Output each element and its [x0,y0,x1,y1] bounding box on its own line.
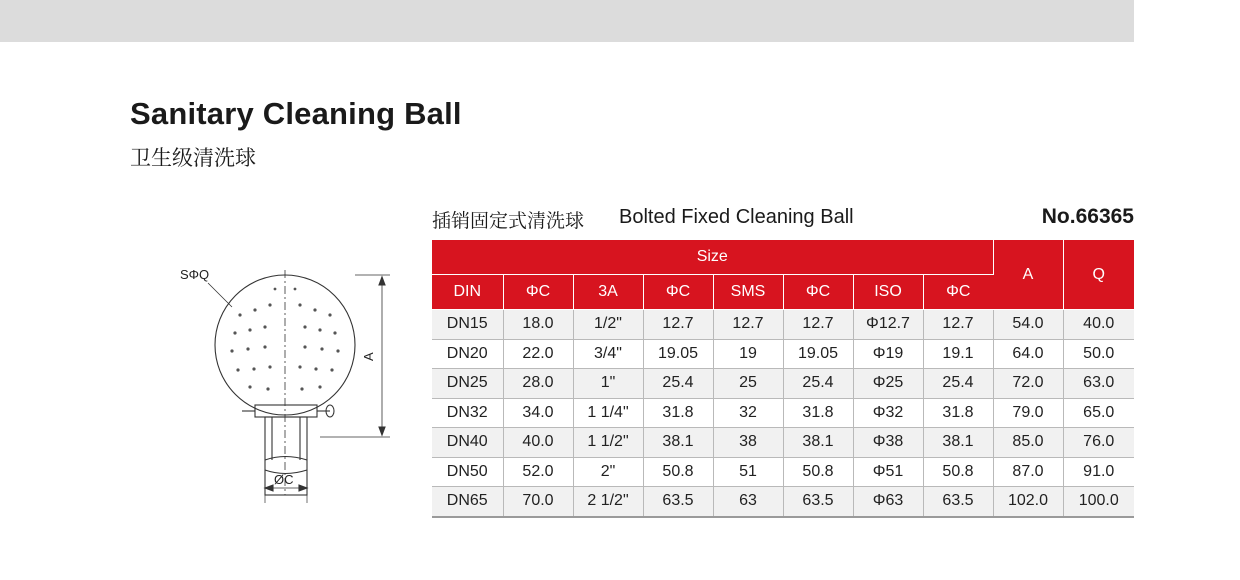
table-cell: 38.1 [783,428,853,458]
table-cell: 79.0 [993,398,1063,428]
sub-header-sms: SMS [713,275,783,310]
table-cell: 63.5 [923,487,993,517]
table-cell: 18.0 [503,310,573,340]
table-cell: 25.4 [643,369,713,399]
table-cell: 85.0 [993,428,1063,458]
table-cell: 25.4 [783,369,853,399]
table-cell: 12.7 [923,310,993,340]
spec-table [432,240,1134,518]
page-title: Sanitary Cleaning Ball [130,96,462,131]
table-cell: 54.0 [993,310,1063,340]
table-cell: 12.7 [643,310,713,340]
table-cell: 70.0 [503,487,573,517]
table-cell: 76.0 [1063,428,1134,458]
table-cell: 50.8 [783,457,853,487]
table-cell: 91.0 [1063,457,1134,487]
table-row [432,487,1134,517]
product-number: No.66365 [1041,205,1134,228]
table-cell: 31.8 [643,398,713,428]
col-a-header: A [993,240,1063,310]
sub-header-din: DIN [432,275,503,310]
table-cell: Φ25 [853,369,923,399]
table-cell: 1" [573,369,643,399]
table-cell: DN50 [432,457,503,487]
table-cell: 34.0 [503,398,573,428]
table-cell: 1 1/4" [573,398,643,428]
col-q-header: Q [1063,240,1134,310]
sub-header-din-c: ΦC [503,275,573,310]
table-cell: 40.0 [503,428,573,458]
sub-header-3a-c: ΦC [643,275,713,310]
table-row [432,310,1134,340]
table-cell: 38.1 [923,428,993,458]
table-cell: 31.8 [783,398,853,428]
table-cell: DN40 [432,428,503,458]
table-cell: 19.05 [783,339,853,369]
table-row [432,457,1134,487]
table-cell: 87.0 [993,457,1063,487]
table-cell: 63 [713,487,783,517]
table-row [432,339,1134,369]
table-cell: 102.0 [993,487,1063,517]
sub-header-iso-c: ΦC [923,275,993,310]
table-cell: 63.5 [783,487,853,517]
table-cell: 50.0 [1063,339,1134,369]
table-cell: 63.5 [643,487,713,517]
cleaning-ball-drawing [170,255,410,505]
table-cell: 32 [713,398,783,428]
table-cell: 1/2" [573,310,643,340]
table-row [432,369,1134,399]
sub-header-iso: ISO [853,275,923,310]
table-cell: 2 1/2" [573,487,643,517]
label-pipe-diameter: ØC [274,472,294,487]
table-cell: DN65 [432,487,503,517]
table-cell: Φ12.7 [853,310,923,340]
table-cell: 28.0 [503,369,573,399]
table-cell: 19.1 [923,339,993,369]
table-cell: 51 [713,457,783,487]
table-cell: DN32 [432,398,503,428]
table-cell: Φ38 [853,428,923,458]
table-cell: 64.0 [993,339,1063,369]
table-row [432,428,1134,458]
table-cell: 25.4 [923,369,993,399]
table-cell: 12.7 [783,310,853,340]
table-cell: Φ32 [853,398,923,428]
product-name-cn: 插销固定式清洗球 [432,210,585,232]
table-cell: Φ63 [853,487,923,517]
table-cell: 72.0 [993,369,1063,399]
table-cell: DN20 [432,339,503,369]
table-cell: 63.0 [1063,369,1134,399]
table-cell: 2" [573,457,643,487]
table-cell: 3/4" [573,339,643,369]
table-cell: 50.8 [643,457,713,487]
page-subtitle: 卫生级清洗球 [130,146,256,170]
label-sphere-diameter: SΦQ [180,267,210,282]
table-cell: 50.8 [923,457,993,487]
table-cell: 1 1/2" [573,428,643,458]
table-cell: 19.05 [643,339,713,369]
table-cell: Φ19 [853,339,923,369]
table-cell: 19 [713,339,783,369]
label-height-a: A [361,352,376,361]
table-cell: Φ51 [853,457,923,487]
product-header [432,205,1134,231]
table-cell: 52.0 [503,457,573,487]
table-cell: 22.0 [503,339,573,369]
table-cell: 100.0 [1063,487,1134,517]
table-cell: 65.0 [1063,398,1134,428]
table-cell: 40.0 [1063,310,1134,340]
sub-header-sms-c: ΦC [783,275,853,310]
table-row [432,398,1134,428]
top-band [0,0,1134,42]
table-cell: DN25 [432,369,503,399]
product-name-en: Bolted Fixed Cleaning Ball [619,206,854,228]
table-cell: 25 [713,369,783,399]
table-cell: 38 [713,428,783,458]
table-cell: DN15 [432,310,503,340]
table-cell: 38.1 [643,428,713,458]
table-cell: 31.8 [923,398,993,428]
spec-table-body [432,310,1134,517]
sub-header-3a: 3A [573,275,643,310]
size-group-header: Size [432,240,993,275]
table-cell: 12.7 [713,310,783,340]
